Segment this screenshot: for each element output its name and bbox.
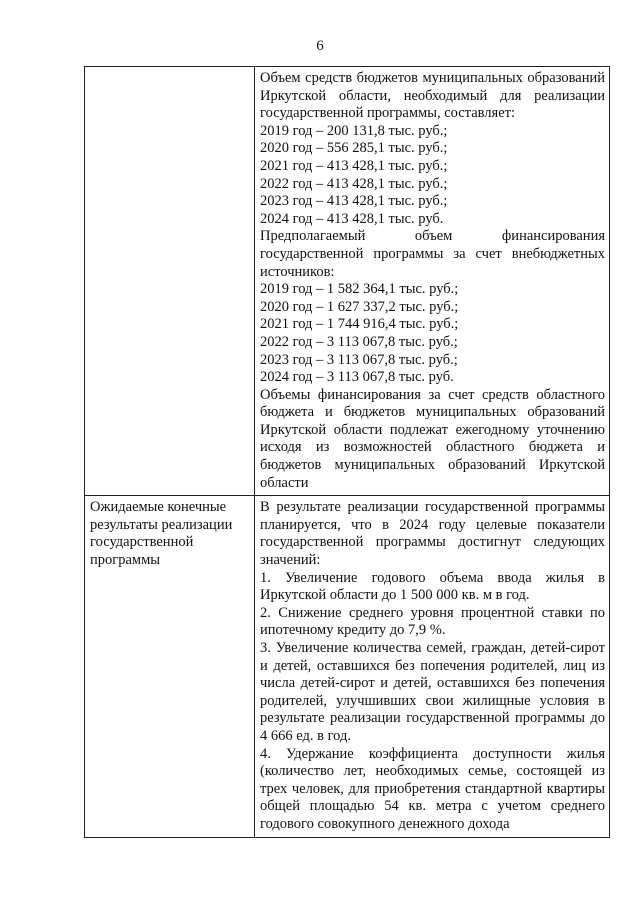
result-item-1: 1. Увеличение годового объема ввода жилья в Иркутской области до 1 500 000 кв. м в год. [260, 569, 605, 604]
municipal-year-2024: 2024 год – 413 428,1 тыс. руб. [260, 210, 444, 227]
passport-table [84, 66, 610, 838]
extrabudget-year-2019: 2019 год – 1 582 364,1 тыс. руб.; [260, 281, 459, 298]
municipal-year-2019: 2019 год – 200 131,8 тыс. руб.; [260, 122, 448, 139]
extrabudget-funding-intro: Предполагаемый объем финансирования государственной программы за счет внебюджетных источников: [260, 228, 605, 280]
result-item-4: 4. Удержание коэффициента доступности жилья (количество лет, необходимых семье, состоящей из трех человек, для приобретения стандартной квартиры общей площадью 54 кв. метра с учетом среднего годового совокупного денежного дохода [260, 745, 605, 832]
extrabudget-year-2020: 2020 год – 1 627 337,2 тыс. руб.; [260, 298, 459, 315]
extrabudget-year-2024: 2024 год – 3 113 067,8 тыс. руб. [260, 369, 454, 386]
result-item-2: 2. Снижение среднего уровня процентной ставки по ипотечному кредиту до 7,9 %. [260, 604, 605, 639]
expected-results-label: Ожидаемые конечные результаты реализации государственной программы [85, 496, 255, 837]
extrabudget-year-2022: 2022 год – 3 113 067,8 тыс. руб.; [260, 333, 458, 350]
municipal-year-2020: 2020 год – 556 285,1 тыс. руб.; [260, 140, 448, 157]
municipal-year-2021: 2021 год – 413 428,1 тыс. руб.; [260, 157, 448, 174]
row1-label-cell [85, 67, 255, 496]
municipal-year-2023: 2023 год – 413 428,1 тыс. руб.; [260, 193, 448, 210]
extrabudget-year-2021: 2021 год – 1 744 916,4 тыс. руб.; [260, 316, 459, 333]
funding-closing-note: Объемы финансирования за счет средств областного бюджета и бюджетов муниципальных образований Иркутской области подлежат ежегодному уточнению исходя из возможностей областного бюджета и бюджетов муниципальных образований Иркутской области [260, 386, 605, 491]
expected-results-intro: В результате реализации государственной программы планируется, что в 2024 году целевые показатели государственной программы достигнут следующих значений: [260, 499, 605, 569]
municipal-year-2022: 2022 год – 413 428,1 тыс. руб.; [260, 175, 448, 192]
result-item-3: 3. Увеличение количества семей, граждан, детей-сирот и детей, оставшихся без попечения родителей, лиц из числа детей-сирот и детей, оставшихся без попечения родителей, улучшивших свои жилищные условия в результате реализации государственной программы до 4 666 ед. в год. [260, 640, 605, 744]
funding-cell [255, 67, 610, 496]
extrabudget-year-2023: 2023 год – 3 113 067,8 тыс. руб.; [260, 351, 458, 368]
expected-results-cell [255, 496, 610, 837]
municipal-funding-intro: Объем средств бюджетов муниципальных образований Иркутской области, необходимый для реализации государственной программы, составляет: [260, 70, 605, 122]
table-row [85, 496, 610, 837]
table-row [85, 67, 610, 496]
page-number: 6 [316, 38, 324, 54]
